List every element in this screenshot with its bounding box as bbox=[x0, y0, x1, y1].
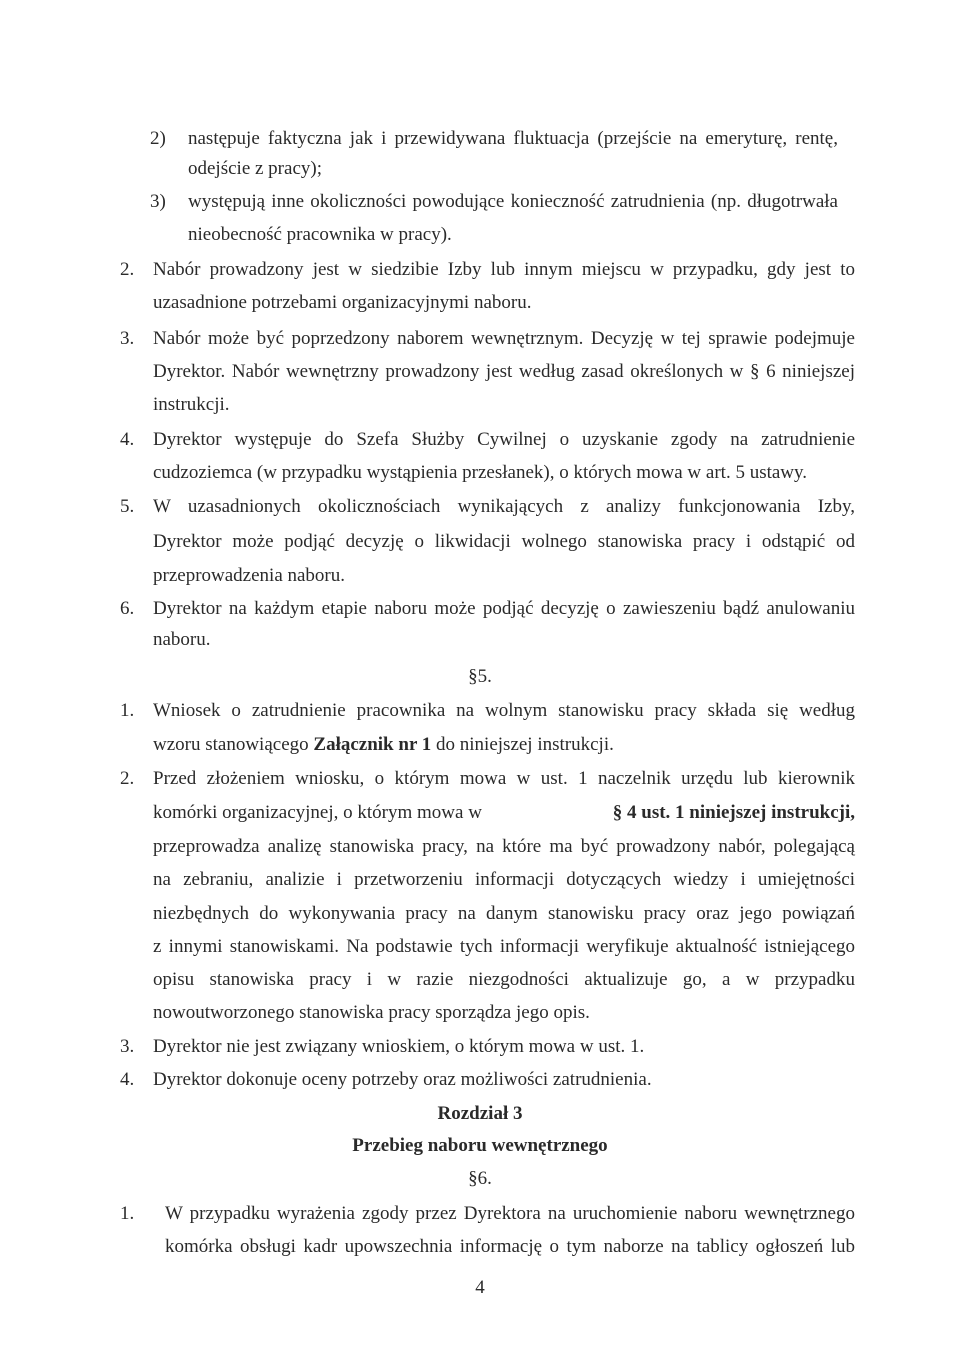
paragraph-number: 1. bbox=[120, 1203, 135, 1224]
text-line: przeprowadzenia naboru. bbox=[153, 565, 346, 586]
text-line: naboru. bbox=[153, 629, 211, 650]
section-heading: §5. bbox=[468, 666, 492, 687]
section-heading: §6. bbox=[468, 1168, 492, 1189]
text-line: nieobecność pracownika w pracy). bbox=[188, 224, 452, 245]
paragraph-number: 2. bbox=[120, 768, 135, 789]
paragraph-number: 5. bbox=[120, 496, 135, 517]
text-run: wzoru stanowiącego bbox=[153, 734, 314, 755]
section-reference: § 4 ust. 1 niniejszej instrukcji, bbox=[612, 802, 855, 823]
list-number: 2) bbox=[150, 128, 166, 149]
text-line: W uzasadnionych okolicznościach wynikających z analizy funkcjonowania Izby, bbox=[153, 496, 855, 517]
text-line: Dyrektor może podjąć decyzję o likwidacji wolnego stanowiska pracy i odstąpić od bbox=[153, 531, 855, 552]
text-line: niezbędnych do wykonywania pracy na danym stanowisku pracy oraz jego powiązań bbox=[153, 903, 855, 924]
text-line: uzasadnione potrzebami organizacyjnymi naboru. bbox=[153, 292, 532, 313]
paragraph-number: 2. bbox=[120, 259, 135, 280]
attachment-reference: Załącznik nr 1 bbox=[313, 734, 432, 755]
text-line: występują inne okoliczności powodujące konieczność zatrudnienia (np. długotrwała bbox=[188, 191, 838, 212]
page-number: 4 bbox=[475, 1277, 485, 1298]
paragraph-number: 6. bbox=[120, 598, 135, 619]
text-line: Dyrektor na każdym etapie naboru może podjąć decyzję o zawieszeniu bądź anulowaniu bbox=[153, 598, 855, 619]
text-line: nowoutworzonego stanowiska pracy sporządza jego opis. bbox=[153, 1002, 590, 1023]
text-run: komórki organizacyjnej, o którym mowa w bbox=[153, 802, 482, 823]
text-line: odejście z pracy); bbox=[188, 158, 322, 179]
paragraph-number: 1. bbox=[120, 700, 135, 721]
text-line: instrukcji. bbox=[153, 394, 230, 415]
text-line: Dyrektor nie jest związany wnioskiem, o którym mowa w ust. 1. bbox=[153, 1036, 645, 1057]
chapter-title: Rozdział 3 bbox=[437, 1103, 523, 1124]
text-line: W przypadku wyrażenia zgody przez Dyrektora na uruchomienie naboru wewnętrznego bbox=[165, 1203, 855, 1224]
text-line: Dyrektor występuje do Szefa Służby Cywilnej o uzyskanie zgody na zatrudnienie bbox=[153, 429, 855, 450]
list-number: 3) bbox=[150, 191, 166, 212]
text-line: z innymi stanowiskami. Na podstawie tych informacji weryfikuje aktualność istniejącego bbox=[153, 936, 855, 957]
text-line: Dyrektor. Nabór wewnętrzny prowadzony jest według zasad określonych w § 6 niniejszej bbox=[153, 361, 855, 382]
paragraph-number: 3. bbox=[120, 328, 135, 349]
text-line bbox=[153, 801, 855, 825]
text-line: Wniosek o zatrudnienie pracownika na wolnym stanowisku pracy składa się według bbox=[153, 700, 855, 721]
text-run: do niniejszej instrukcji. bbox=[431, 734, 614, 755]
paragraph-number: 4. bbox=[120, 1069, 135, 1090]
text-line bbox=[153, 733, 614, 757]
text-line: Nabór może być poprzedzony naborem wewnętrznym. Decyzję w tej sprawie podejmuje bbox=[153, 328, 855, 349]
text-line: Przed złożeniem wniosku, o którym mowa w ust. 1 naczelnik urzędu lub kierownik bbox=[153, 768, 855, 789]
text-line: przeprowadza analizę stanowiska pracy, na które ma być prowadzony nabór, polegającą bbox=[153, 836, 855, 857]
text-line: cudzoziemca (w przypadku wystąpienia przesłanek), o których mowa w art. 5 ustawy. bbox=[153, 462, 808, 483]
text-line: komórka obsługi kadr upowszechnia informację o tym naborze na tablicy ogłoszeń lub bbox=[165, 1236, 855, 1257]
text-line: następuje faktyczna jak i przewidywana fluktuacja (przejście na emeryturę, rentę, bbox=[188, 128, 838, 149]
text-line: opisu stanowiska pracy i w razie niezgodności aktualizuje go, a w przypadku bbox=[153, 969, 855, 990]
text-line: Dyrektor dokonuje oceny potrzeby oraz możliwości zatrudnienia. bbox=[153, 1069, 652, 1090]
text-line: na zebraniu, analizie i przetworzeniu informacji dotyczących wiedzy i umiejętności bbox=[153, 869, 855, 890]
text-line: Nabór prowadzony jest w siedzibie Izby lub innym miejscu w przypadku, gdy jest to bbox=[153, 259, 855, 280]
paragraph-number: 3. bbox=[120, 1036, 135, 1057]
chapter-subtitle: Przebieg naboru wewnętrznego bbox=[352, 1135, 608, 1156]
paragraph-number: 4. bbox=[120, 429, 135, 450]
